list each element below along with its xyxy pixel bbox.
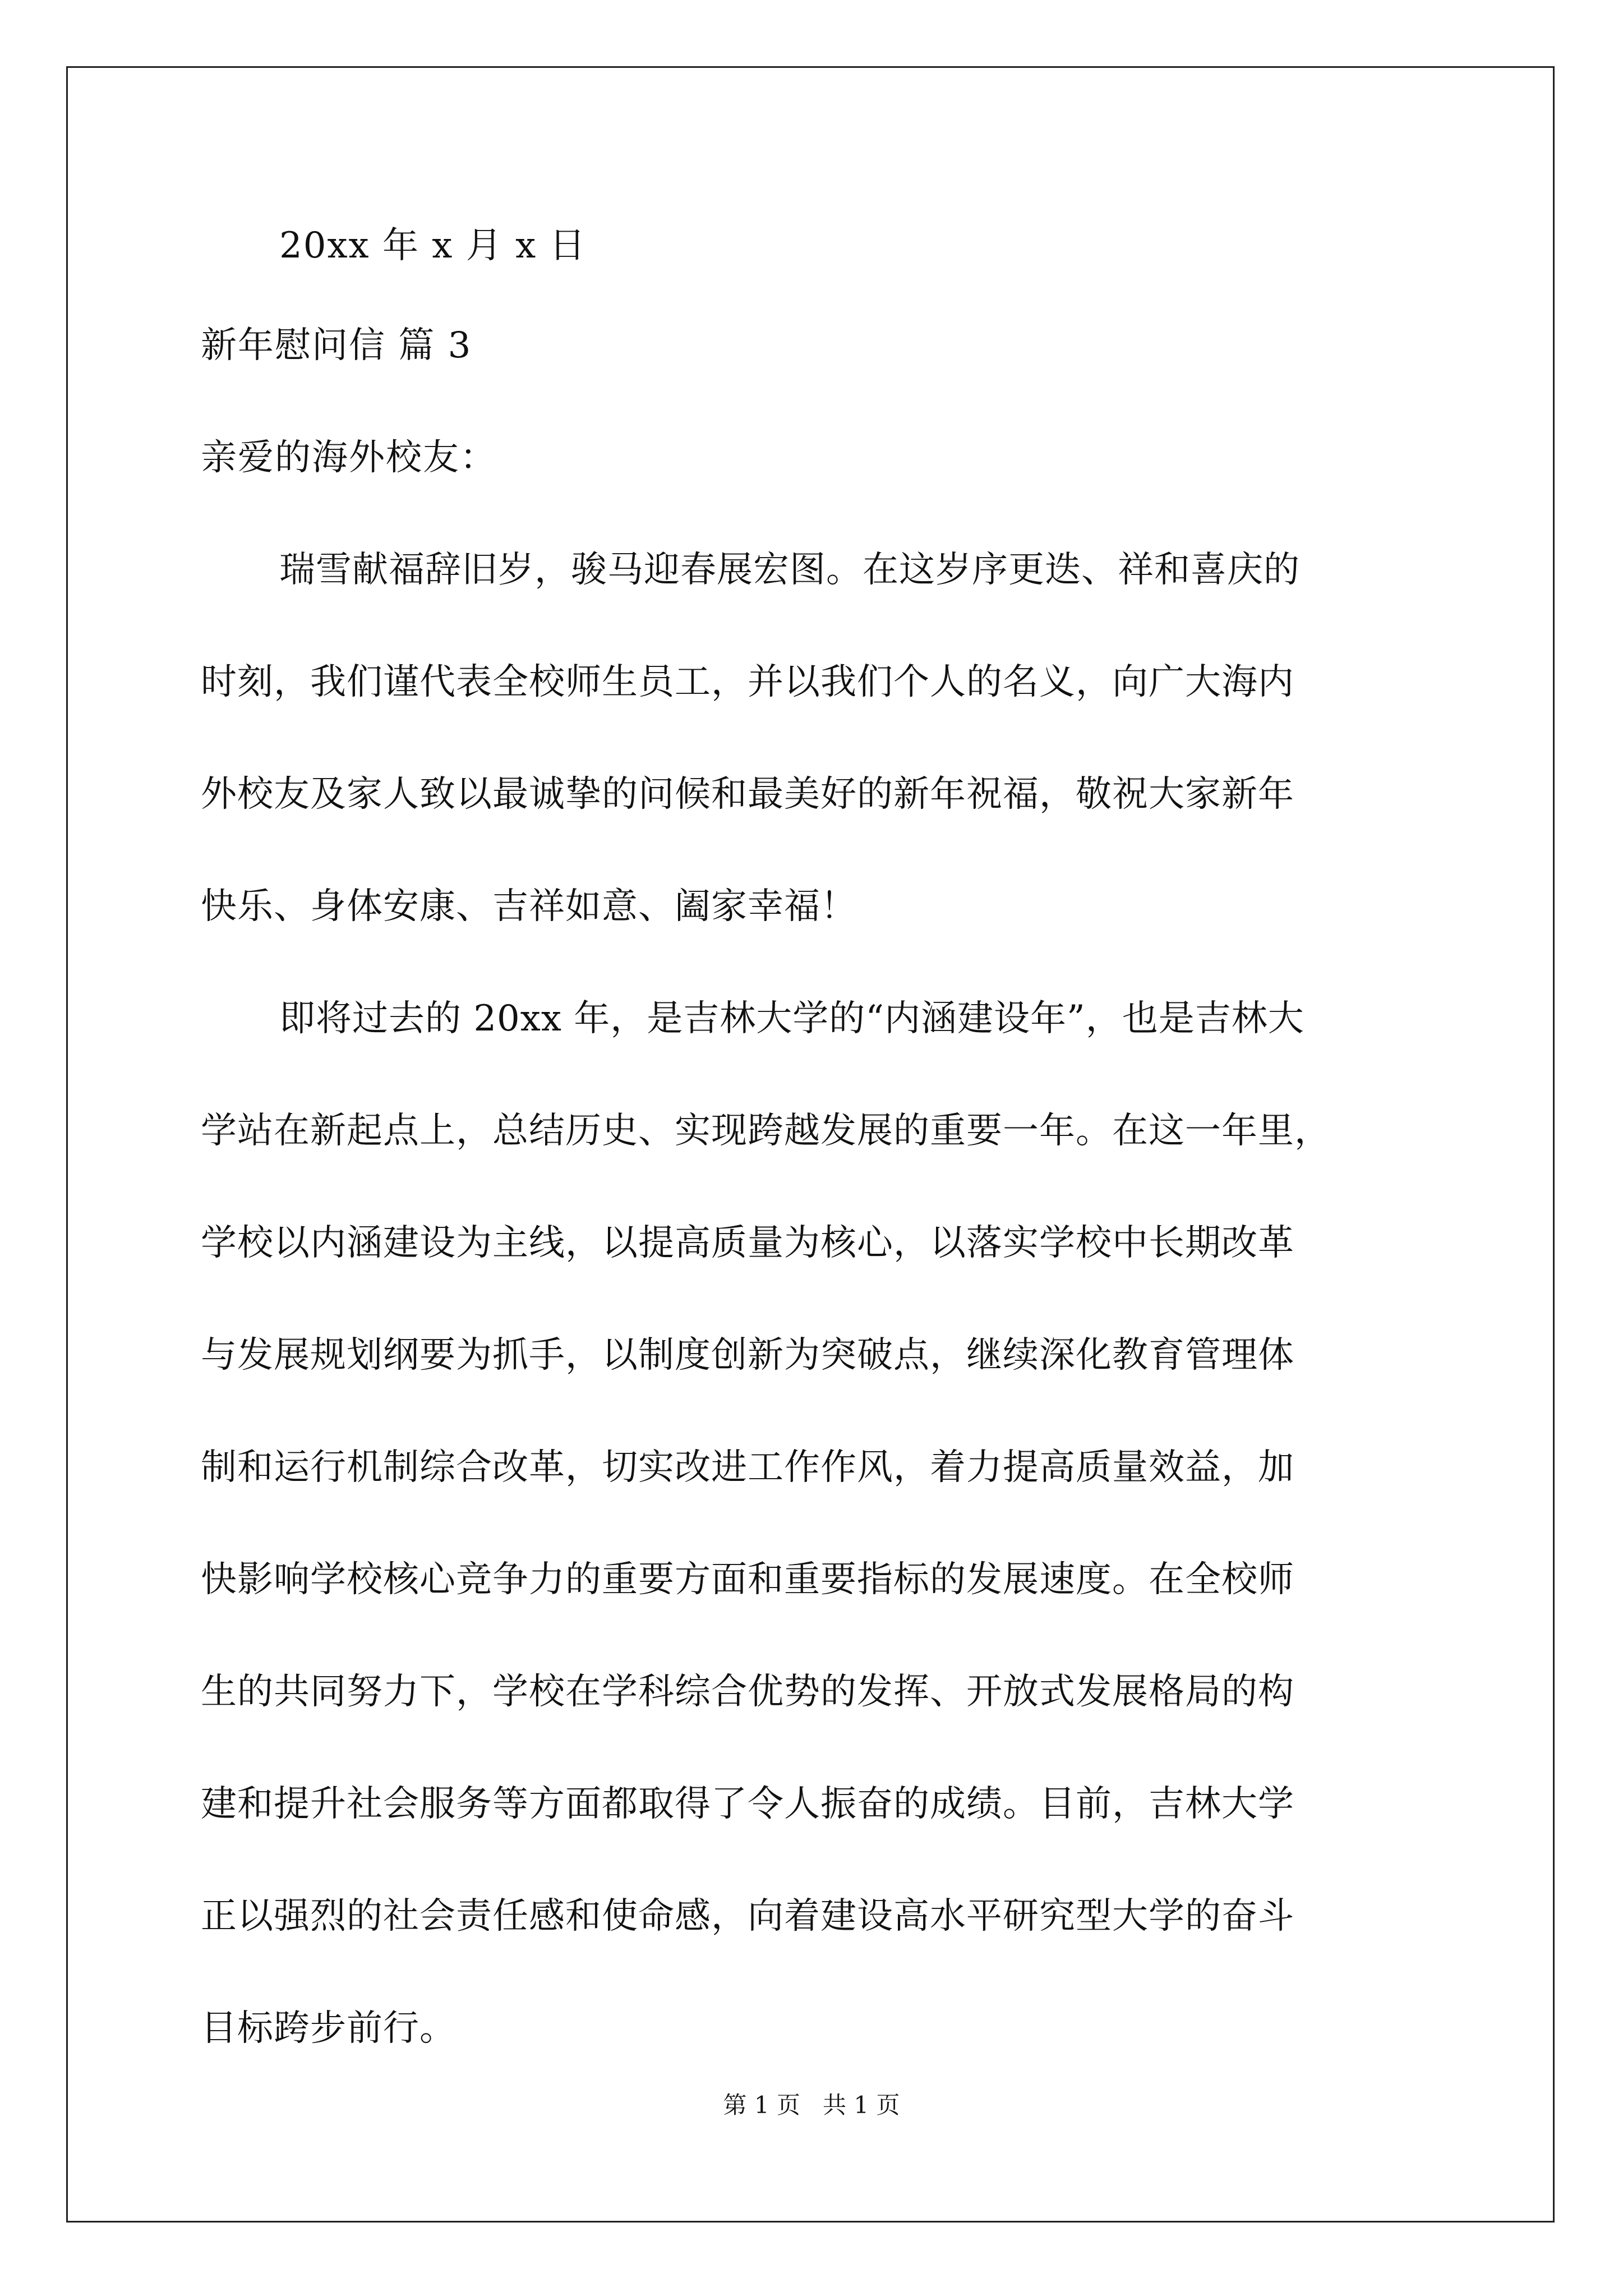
paragraph-line: 即将过去的 20xx 年，是吉林大学的“内涵建设年”，也是吉林大 (279, 998, 1304, 1039)
page-footer: 第 1 页 共 1 页 (723, 2091, 900, 2119)
paragraph-line: 时刻，我们谨代表全校师生员工，并以我们个人的名义，向广大海内 (201, 661, 1294, 703)
paragraph-line: 与发展规划纲要为抓手，以制度创新为突破点，继续深化教育管理体 (201, 1335, 1294, 1376)
paragraph-line: 生的共同努力下，学校在学科综合优势的发挥、开放式发展格局的构 (201, 1671, 1294, 1713)
paragraph-line: 学站在新起点上，总结历史、实现跨越发展的重要一年。在这一年里， (201, 1110, 1331, 1152)
paragraph-line: 快乐、身体安康、吉祥如意、阖家幸福！ (201, 886, 857, 927)
paragraph-line: 目标跨步前行。 (201, 2008, 456, 2049)
paragraph-line: 学校以内涵建设为主线，以提高质量为核心，以落实学校中长期改革 (201, 1222, 1294, 1264)
paragraph-line: 瑞雪献福辞旧岁，骏马迎春展宏图。在这岁序更迭、祥和喜庆的 (279, 549, 1300, 591)
date-line: 20xx 年 x 月 x 日 (279, 225, 587, 266)
paragraph-line: 正以强烈的社会责任感和使命感，向着建设高水平研究型大学的奋斗 (201, 1895, 1294, 1937)
paragraph-line: 外校友及家人致以最诚挚的问候和最美好的新年祝福，敬祝大家新年 (201, 774, 1294, 815)
paragraph-line: 快影响学校核心竞争力的重要方面和重要指标的发展速度。在全校师 (201, 1559, 1294, 1600)
paragraph-line: 制和运行机制综合改革，切实改进工作作风，着力提高质量效益，加 (201, 1447, 1294, 1488)
salutation: 亲爱的海外校友： (201, 437, 497, 478)
section-title: 新年慰问信 篇 3 (201, 325, 472, 366)
paragraph-line: 建和提升社会服务等方面都取得了令人振奋的成绩。目前，吉林大学 (201, 1783, 1294, 1825)
